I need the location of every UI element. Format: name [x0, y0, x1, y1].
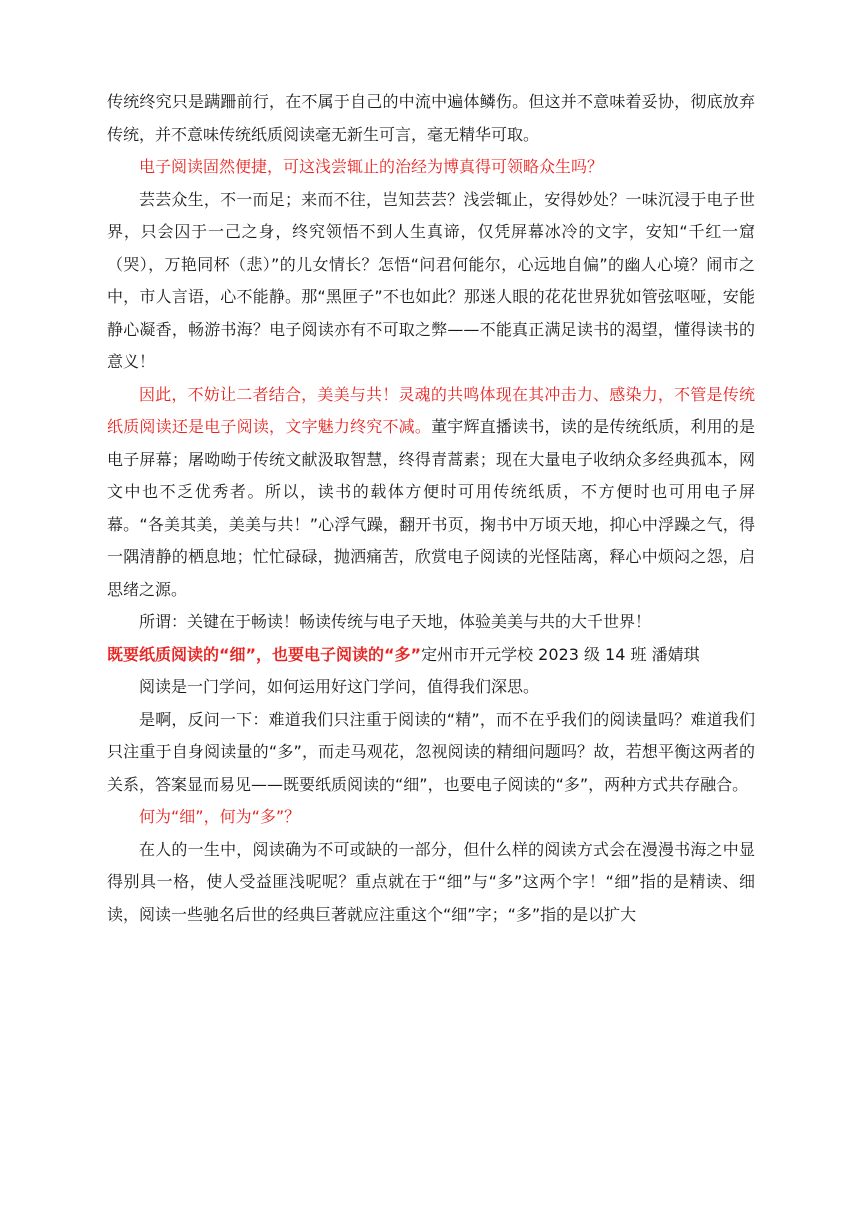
- paragraph-continuation: 传统终究只是蹒跚前行，在不属于自己的中流中遍体鳞伤。但这并不意味着妥协，彻底放弃传统，并不意味传统纸质阅读毫无新生可言，毫无精华可取。: [107, 92, 755, 144]
- conclusion-body: 董宇辉直播读书，读的是传统纸质，利用的是电子屏幕；屠呦呦于传统文献汲取智慧，终得青蒿素；现在大量电子收纳众多经典孤本，网文中也不乏优秀者。所以，读书的载体方便时可用传统纸质，不方便时也可用电子屏幕。“各美其美，美美与共！”心浮气躁，翻开书页，掬书中万顷天地，抑心中浮躁之气，得一隅清静的栖息地；忙忙碌碌，抛洒痛苦，欣赏电子阅读的光怪陆离，释心中烦闷之怨，启思绪之源。: [107, 417, 755, 599]
- essay-author: 定州市开元学校 2023 级 14 班 潘婧琪: [421, 644, 700, 664]
- paragraph-argument: 芸芸众生，不一而足；来而不往，岂知芸芸？浅尝辄止，安得妙处？一味沉浸于电子世界，只会囚于一己之身，终究领悟不到人生真谛，仅凭屏幕冰冷的文字，安知“千红一窟（哭），万艳同杯（悲）”的儿女情长？怎悟“问君何能尔，心远地自偏”的幽人心境？闹市之中，市人言语，心不能静。那“黑匣子”不也如此？那迷人眼的花花世界犹如管弦呕哑，安能静心凝香，畅游书海？电子阅读亦有不可取之弊——不能真正满足读书的渴望，懂得读书的意义！: [107, 189, 755, 371]
- paragraph-question: 是啊，反问一下：难道我们只注重于阅读的“精”，而不在乎我们的阅读量吗？难道我们只注重于自身阅读量的“多”，而走马观花，忽视阅读的精细问题吗？故，若想平衡这两者的关系，答案显而易见——既要纸质阅读的“细”，也要电子阅读的“多”，两种方式共存融合。: [107, 709, 755, 794]
- essay-title: 既要纸质阅读的“细”，也要电子阅读的“多”: [107, 644, 422, 664]
- paragraph-definition: 在人的一生中，阅读确为不可或缺的一部分，但什么样的阅读方式会在漫漫书海之中显得别具一格，使人受益匪浅呢呢？重点就在于“细”与“多”这两个字！“细”指的是精读、细读，阅读一些驰名后世的经典巨著就应注重这个“细”字；“多”指的是以扩大: [107, 839, 755, 924]
- section-question-heading: 电子阅读固然便捷，可这浅尝辄止的治经为博真得可领略众生吗？: [139, 157, 604, 176]
- conclusion-thesis: 因此，不妨让二者结合，美美与共！灵魂的共鸣体现在其冲击力、感染力，不管是传统纸质阅读还是电子阅读，文字魅力终究不减。: [107, 384, 755, 436]
- essay-title-line: [107, 639, 755, 672]
- section-heading-definition: 何为“细”，何为“多”？: [139, 807, 301, 826]
- document-page: [107, 86, 755, 931]
- paragraph-intro: 阅读是一门学问，如何运用好这门学问，值得我们深思。: [139, 677, 540, 696]
- paragraph-summary: 所谓：关键在于畅读！畅读传统与电子天地，体验美美与共的大千世界！: [139, 612, 652, 631]
- paragraph-conclusion: [107, 379, 755, 607]
